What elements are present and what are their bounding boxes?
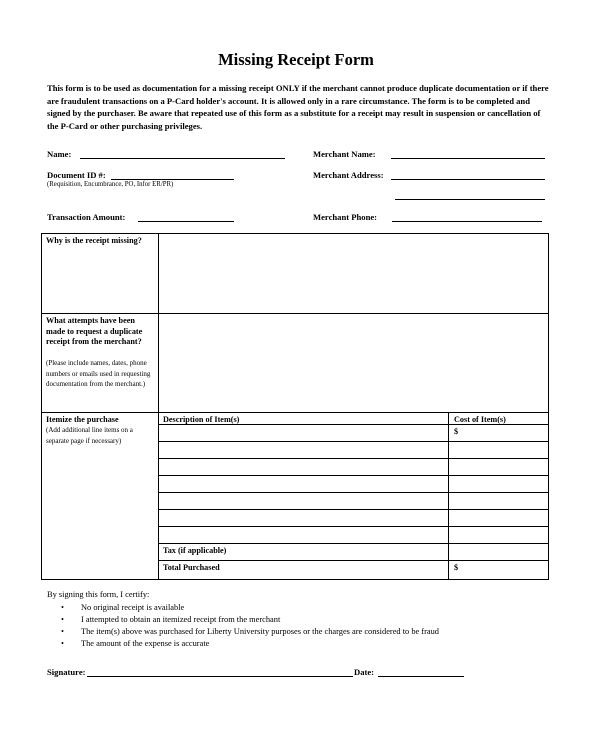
item-row-line <box>158 441 549 442</box>
name-field[interactable] <box>80 158 285 159</box>
cost-column-header: Cost of Item(s) <box>454 415 506 424</box>
description-column-header: Description of Item(s) <box>163 415 240 424</box>
why-missing-input[interactable] <box>159 234 548 312</box>
cost-column-divider <box>448 412 449 580</box>
row-divider-attempts <box>41 412 549 413</box>
item-row-line <box>158 458 549 459</box>
signature-field[interactable] <box>87 676 353 677</box>
merchant-phone-field[interactable] <box>392 221 542 222</box>
list-item: • No original receipt is available <box>61 603 185 612</box>
list-item: • I attempted to obtain an itemized receipt from the merchant <box>61 615 281 624</box>
tax-label: Tax (if applicable) <box>163 546 227 555</box>
item-row-line <box>158 560 549 561</box>
intro-paragraph: This form is to be used as documentation for a missing receipt ONLY if the merchant cannot produce duplicate documentation or if there are fraudulent transactions on a P-Card holder's account. It is allowed only in a rare circumstance. The form is to be completed and signed by the purchaser. Be aware that repeated use of this form as a substitute for a receipt may result in suspension or cancellation of the P-Card or other purchasing privileges. <box>47 83 549 131</box>
itemize-note: (Add additional line items on a separate page if necessary) <box>46 426 133 445</box>
document-id-note: (Requisition, Encumbrance, PO, Infor ER/PR) <box>47 181 174 188</box>
merchant-phone-label: Merchant Phone: <box>313 212 378 222</box>
bullet-icon: • <box>61 639 64 648</box>
signature-label: Signature: <box>47 667 86 677</box>
certify-intro: By signing this form, I certify: <box>47 590 150 599</box>
merchant-name-label: Merchant Name: <box>313 149 376 159</box>
attempts-input[interactable] <box>159 314 548 411</box>
name-label: Name: <box>47 149 72 159</box>
merchant-address-field-2[interactable] <box>395 199 545 200</box>
item-row-line <box>158 475 549 476</box>
date-label: Date: <box>354 667 375 677</box>
total-purchased-label: Total Purchased <box>163 563 220 572</box>
page-title: Missing Receipt Form <box>218 50 374 69</box>
bullet-icon: • <box>61 615 64 624</box>
total-dollar-sign: $ <box>454 563 459 572</box>
bullet-icon: • <box>61 603 64 612</box>
item-row-line <box>158 492 549 493</box>
first-item-dollar-sign: $ <box>454 427 459 436</box>
document-id-label: Document ID #: <box>47 170 106 180</box>
merchant-address-field-1[interactable] <box>391 179 545 180</box>
list-item: • The item(s) above was purchased for Liberty University purposes or the charges are considered to be fraud <box>61 627 439 636</box>
bullet-icon: • <box>61 627 64 636</box>
list-item: • The amount of the expense is accurate <box>61 639 210 648</box>
item-row-line <box>158 543 549 544</box>
transaction-amount-field[interactable] <box>138 221 234 222</box>
document-id-field[interactable] <box>111 179 234 180</box>
merchant-address-label: Merchant Address: <box>313 170 384 180</box>
item-row-line <box>158 509 549 510</box>
certify-list <box>61 602 439 650</box>
merchant-name-field[interactable] <box>391 158 545 159</box>
attempts-label: What attempts have been made to request a duplicate receipt from the merchant? <box>46 316 143 346</box>
transaction-amount-label: Transaction Amount: <box>47 212 126 222</box>
item-row-line <box>158 526 549 527</box>
date-field[interactable] <box>378 676 464 677</box>
why-missing-label: Why is the receipt missing? <box>46 236 142 245</box>
itemize-label: Itemize the purchase <box>46 415 119 424</box>
attempts-note: (Please include names, dates, phone numbers or emails used in requesting documentation from the merchant.) <box>46 359 151 388</box>
